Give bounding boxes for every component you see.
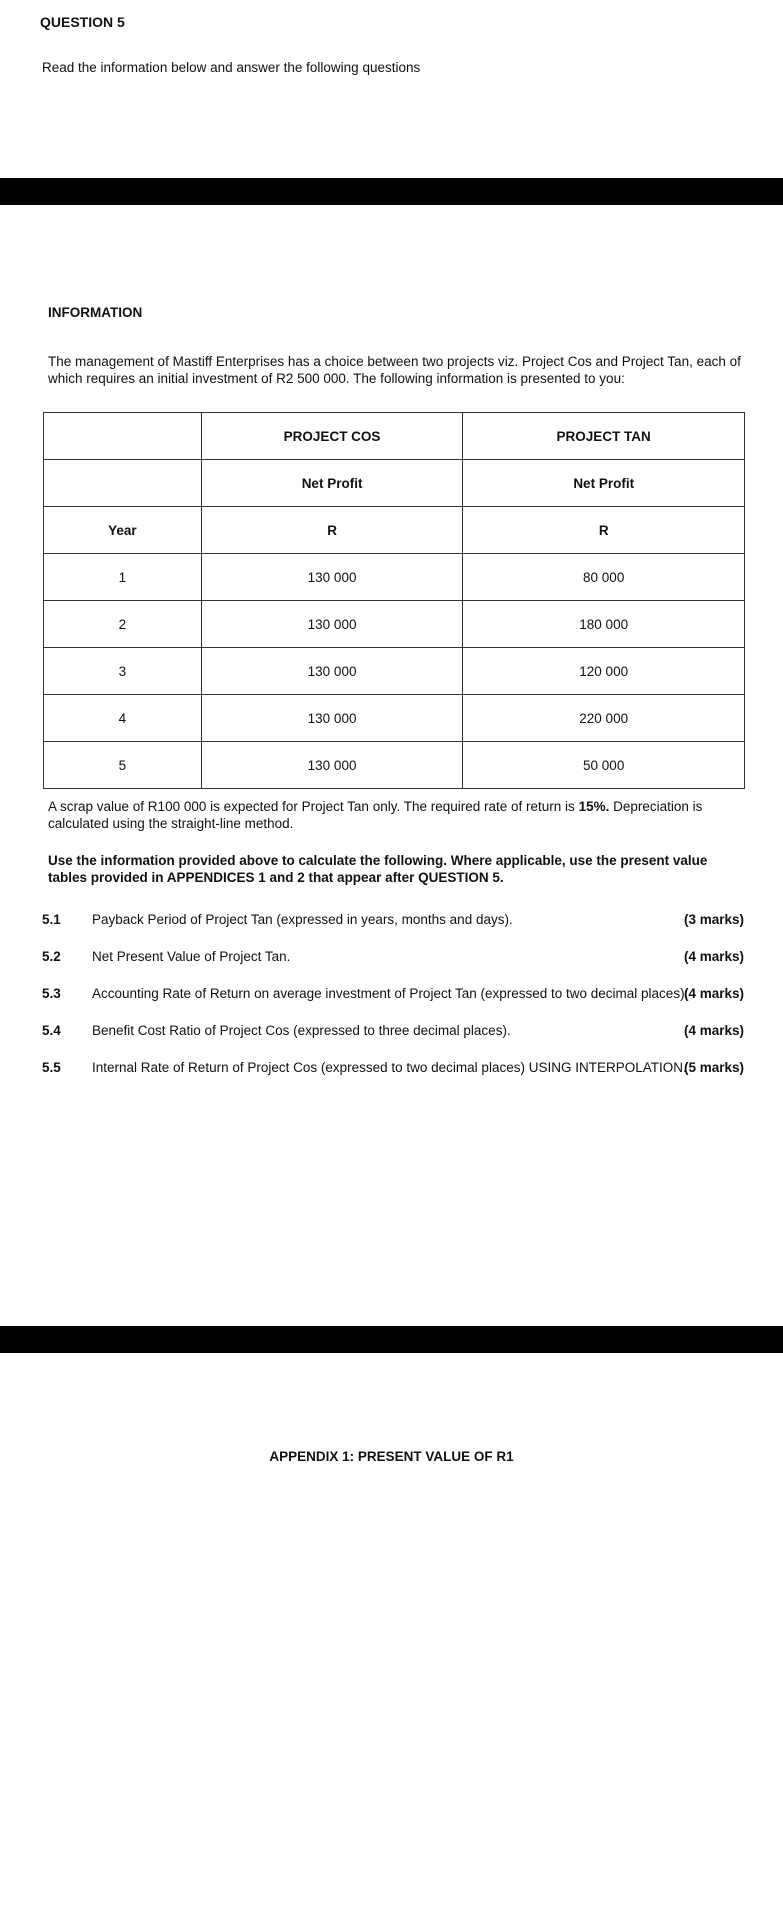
question-text: Benefit Cost Ratio of Project Cos (expressed to three decimal places). (92, 1023, 511, 1038)
question-marks: (4 marks) (683, 949, 744, 964)
question-marks: (4 marks) (683, 986, 744, 1001)
question-number: 5.4 (42, 1023, 61, 1038)
question-text: Net Present Value of Project Tan. (92, 949, 291, 964)
question-item (42, 1060, 744, 1078)
projects-table (43, 412, 745, 789)
tan-profit-cell: 50 000 (463, 742, 745, 789)
question-item (42, 1023, 744, 1041)
table-row (44, 742, 745, 789)
year-cell: 1 (44, 554, 202, 601)
year-cell: 3 (44, 648, 202, 695)
table-row (44, 554, 745, 601)
table-row (44, 601, 745, 648)
table-row (44, 648, 745, 695)
information-heading: INFORMATION (48, 305, 143, 320)
cos-profit-cell: 130 000 (201, 554, 463, 601)
cos-profit-cell: 130 000 (201, 648, 463, 695)
question-text: Payback Period of Project Tan (expressed in years, months and days). (92, 912, 513, 927)
cos-profit-cell: 130 000 (201, 742, 463, 789)
tan-profit-cell: 220 000 (463, 695, 745, 742)
tan-profit-cell: 180 000 (463, 601, 745, 648)
table-row (44, 695, 745, 742)
table-cell-empty (44, 460, 202, 507)
question-number: 5.2 (42, 949, 61, 964)
currency-cos-header: R (201, 507, 463, 554)
year-cell: 5 (44, 742, 202, 789)
question-marks: (4 marks) (683, 1023, 744, 1038)
project-tan-header: PROJECT TAN (463, 413, 745, 460)
table-unit-row (44, 507, 745, 554)
question-text: Internal Rate of Return of Project Cos (expressed to two decimal places) USING INTERPOLATION. (92, 1060, 687, 1075)
question-number: 5.5 (42, 1060, 61, 1075)
instruction-text: Use the information provided above to calculate the following. Where applicable, use the present value tables provided in APPENDICES 1 and 2 that appear after QUESTION 5. (48, 853, 708, 885)
scrap-value-note (48, 798, 748, 832)
information-paragraph: The management of Mastiff Enterprises has a choice between two projects viz. Project Cos and Project Tan, each of which requires an initial investment of R2 500 000. The following information is presented to you: (48, 354, 741, 386)
page-divider-bar (0, 1326, 783, 1353)
table-subheader-row (44, 460, 745, 507)
question-number: 5.3 (42, 986, 61, 1001)
table-cell-empty (44, 413, 202, 460)
cos-profit-cell: 130 000 (201, 601, 463, 648)
net-profit-tan-header: Net Profit (463, 460, 745, 507)
year-cell: 4 (44, 695, 202, 742)
appendix-title: APPENDIX 1: PRESENT VALUE OF R1 (269, 1449, 514, 1464)
note-text-part1: A scrap value of R100 000 is expected for Project Tan only. The required rate of return is (48, 799, 579, 814)
note-text-part2: Depreciation is calculated using the straight-line method. (48, 799, 703, 831)
page-divider-bar (0, 178, 783, 205)
question-marks: (3 marks) (683, 912, 744, 927)
question-item (42, 912, 744, 930)
intro-text: Read the information below and answer the following questions (42, 60, 421, 75)
project-cos-header: PROJECT COS (201, 413, 463, 460)
question-marks: (5 marks) (683, 1060, 744, 1075)
question-title: QUESTION 5 (40, 14, 125, 30)
question-number: 5.1 (42, 912, 61, 927)
net-profit-cos-header: Net Profit (201, 460, 463, 507)
question-item (42, 986, 744, 1004)
year-cell: 2 (44, 601, 202, 648)
question-item (42, 949, 744, 967)
currency-tan-header: R (463, 507, 745, 554)
tan-profit-cell: 120 000 (463, 648, 745, 695)
cos-profit-cell: 130 000 (201, 695, 463, 742)
tan-profit-cell: 80 000 (463, 554, 745, 601)
required-rate: 15%. (578, 799, 610, 814)
year-header: Year (44, 507, 202, 554)
question-text: Accounting Rate of Return on average investment of Project Tan (expressed to two decimal places). (92, 986, 689, 1001)
table-header-row (44, 413, 745, 460)
